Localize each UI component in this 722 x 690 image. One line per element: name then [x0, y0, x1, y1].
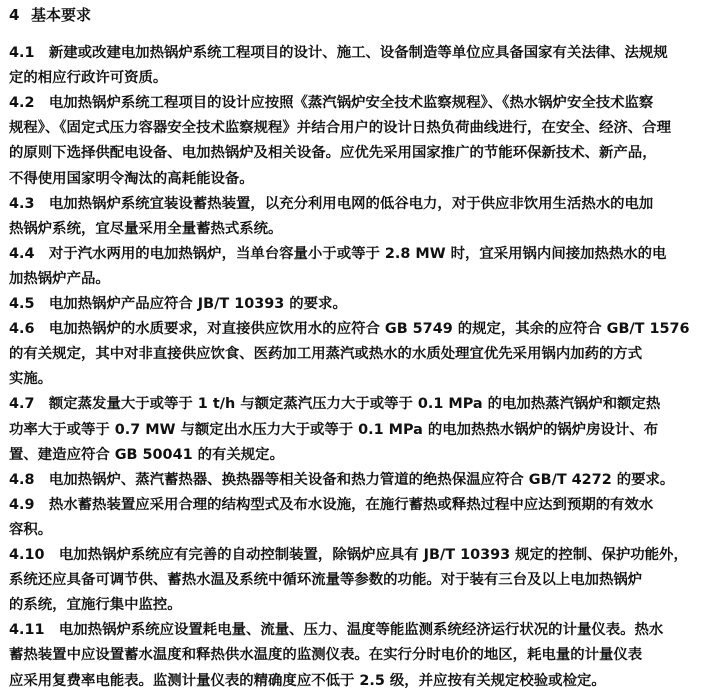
clause-line: 的原则下选择供配电设备、电加热锅炉及相关设备。应优先采用国家推广的节能环保新技术、新产品，: [9, 145, 657, 162]
section-title: 基本要求: [31, 6, 92, 24]
clause-line: 蓄热装置中应设置蓄水温度和释热供水温度的监测仪表。在实行分时电价的地区，耗电量的计量仪表: [9, 647, 643, 664]
clause-first-line: 4.11 电加热锅炉系统应设置耗电量、流量、压力、温度等能监测系统经济运行状况的计量仪表。热水: [9, 622, 664, 639]
clause-line: 定的相应行政许可资质。: [9, 70, 168, 87]
clause-line: 应采用复费率电能表。监测计量仪表的精确度应不低于 2.5 级，并应按有关规定校验或检定。: [9, 672, 606, 689]
clause-line: 功率大于或等于 0.7 MW 与额定出水压力大于或等于 0.1 MPa 的电加热热水锅炉的锅炉房设计、布: [9, 421, 659, 438]
clause-first-line: 4.10 电加热锅炉系统应有完善的自动控制装置，除锅炉应具有 JB/T 10393 规定的控制、保护功能外，: [9, 547, 688, 563]
clause-first-line: 4.7 额定蒸发量大于或等于 1 t/h 与额定蒸汽压力大于或等于 0.1 MPa 的电加热蒸汽锅炉和额定热: [9, 396, 661, 413]
clause-line: 置、建造应符合 GB 50041 的有关规定。: [9, 446, 284, 463]
clause-line: 容积。: [9, 521, 53, 538]
clause-line: 热锅炉系统，宜尽量采用全量蓄热式系统。: [9, 220, 283, 237]
clause-first-line: 4.1 新建或改建电加热锅炉系统工程项目的设计、施工、设备制造等单位应具备国家有关法律、法规规: [9, 45, 668, 61]
clause-first-line: 4.4 对于汽水两用的电加热锅炉，当单台容量小于或等于 2.8 MW 时，宜采用锅内间接加热热水的电: [9, 245, 667, 262]
clause-line: 加热锅炉产品。: [9, 270, 110, 287]
clause-line: 实施。: [9, 371, 53, 388]
clause-line: 的系统，宜施行集中监控。: [9, 597, 182, 614]
clause-first-line: 4.5 电加热锅炉产品应符合 JB/T 10393 的要求。: [9, 296, 347, 312]
clause-line: 规程》、《固定式压力容器安全技术监察规程》并结合用户的设计日热负荷曲线进行，在安全、经济、合理: [9, 120, 671, 137]
clause-first-line: 4.6 电加热锅炉的水质要求，对直接供应饮用水的应符合 GB 5749 的规定，其余的应符合 GB/T 1576: [9, 321, 690, 338]
clause-first-line: 4.2 电加热锅炉系统工程项目的设计应按照《蒸汽锅炉安全技术监察规程》、《热水锅炉安全技术监察: [9, 95, 654, 112]
clause-line: 系统还应具备可调节供、蓄热水温及系统中循环流量等参数的功能。对于装有三台及以上电加热锅炉: [9, 572, 643, 589]
clause-first-line: 4.9 热水蓄热装置应采用合理的结构型式及布水设施，在施行蓄热或释热过程中应达到预期的有效水: [9, 496, 654, 513]
clause-line: 不得使用国家明令淘汰的高耗能设备。: [9, 170, 254, 187]
clause-first-line: 4.8 电加热锅炉、蒸汽蓄热器、换热器等相关设备和热力管道的绝热保温应符合 GB/T 4272 的要求。: [9, 471, 675, 488]
section-heading: [9, 6, 709, 24]
clause-line: 的有关规定，其中对非直接供应饮食、医药加工用蒸汽或热水的水质处理宜优先采用锅内加药的方式: [9, 346, 643, 363]
clause-first-line: 4.3 电加热锅炉系统宜装设蓄热装置，以充分利用电网的低谷电力，对于供应非饮用生活热水的电加: [9, 195, 654, 212]
section-number: 4: [9, 6, 20, 24]
